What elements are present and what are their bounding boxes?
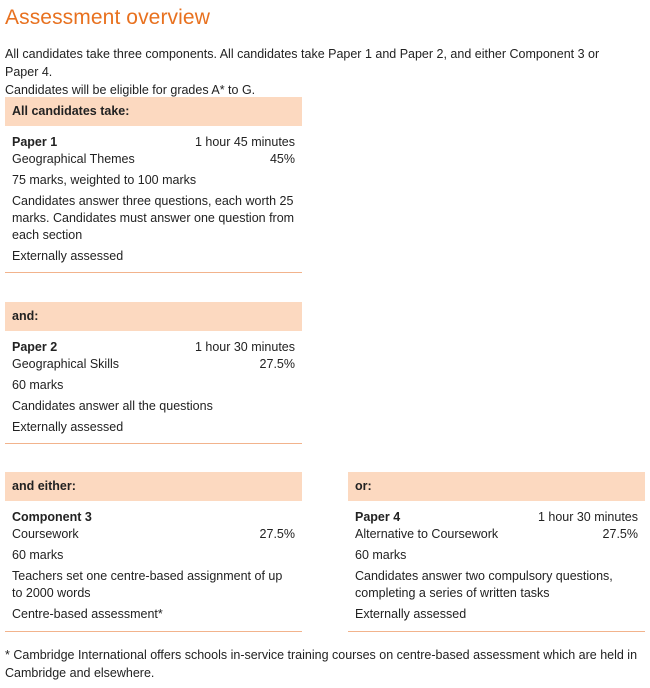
duration: 1 hour 30 minutes [537,510,638,524]
intro-line-1: All candidates take three components. All candidates take Paper 1 and Paper 2, and either Component 3 or Paper 4. [5,47,600,79]
description: Candidates answer two compulsory questions, completing a series of written tasks [355,569,613,600]
component-subtitle: Geographical Themes [12,152,135,166]
description: Teachers set one centre-based assignment of up to 2000 words [12,569,283,600]
assessment-type: Externally assessed [12,249,124,263]
card-header: and: [5,302,302,331]
card-divider [348,631,645,632]
marks: 75 marks, weighted to 100 marks [12,173,197,187]
intro-text [5,45,635,99]
footnote-line-1: * Cambridge International offers schools in-service training courses on centre-based assessment which are held in [5,648,638,662]
card-subtitle-row [12,356,295,373]
component-3-card [5,472,302,632]
weighting: 27.5% [602,527,638,541]
card-divider [5,272,302,273]
card-header: All candidates take: [5,97,302,126]
weighting: 27.5% [259,357,295,371]
component-subtitle: Geographical Skills [12,357,119,371]
card-body [348,501,645,623]
card-subtitle-row [12,151,295,168]
assessment-type: Externally assessed [355,607,467,621]
paper-4-card [348,472,645,632]
component-name: Paper 1 [12,135,58,149]
weighting: 45% [269,152,295,166]
card-header: or: [348,472,645,501]
paper-1-card [5,97,302,273]
paper-2-card [5,302,302,444]
duration: 1 hour 30 minutes [194,340,295,354]
page-title: Assessment overview [5,6,210,29]
footnote-line-2: Cambridge and elsewhere. [5,665,155,680]
card-subtitle-row [355,526,638,543]
card-body [5,331,302,436]
card-body [5,501,302,623]
assessment-type: Externally assessed [12,420,124,434]
component-subtitle: Coursework [12,527,79,541]
duration: 1 hour 45 minutes [194,135,295,149]
card-subtitle-row [12,526,295,543]
card-title-row [12,509,295,526]
card-title-row [12,339,295,356]
weighting: 27.5% [259,527,295,541]
marks: 60 marks [12,548,64,562]
card-body [5,126,302,265]
component-subtitle: Alternative to Coursework [355,527,499,541]
component-name: Component 3 [12,510,92,524]
marks: 60 marks [12,378,64,392]
card-title-row [12,134,295,151]
description: Candidates answer all the questions [12,399,213,413]
footnote [5,647,645,682]
card-divider [5,443,302,444]
component-name: Paper 2 [12,340,58,354]
card-divider [5,631,302,632]
card-header: and either: [5,472,302,501]
marks: 60 marks [355,548,407,562]
intro-line-2: Candidates will be eligible for grades A* to G. [5,83,256,97]
component-name: Paper 4 [355,510,401,524]
assessment-type: Centre-based assessment* [12,607,163,621]
description: Candidates answer three questions, each worth 25 marks. Candidates must answer one question from each section [12,194,295,242]
card-title-row [355,509,638,526]
